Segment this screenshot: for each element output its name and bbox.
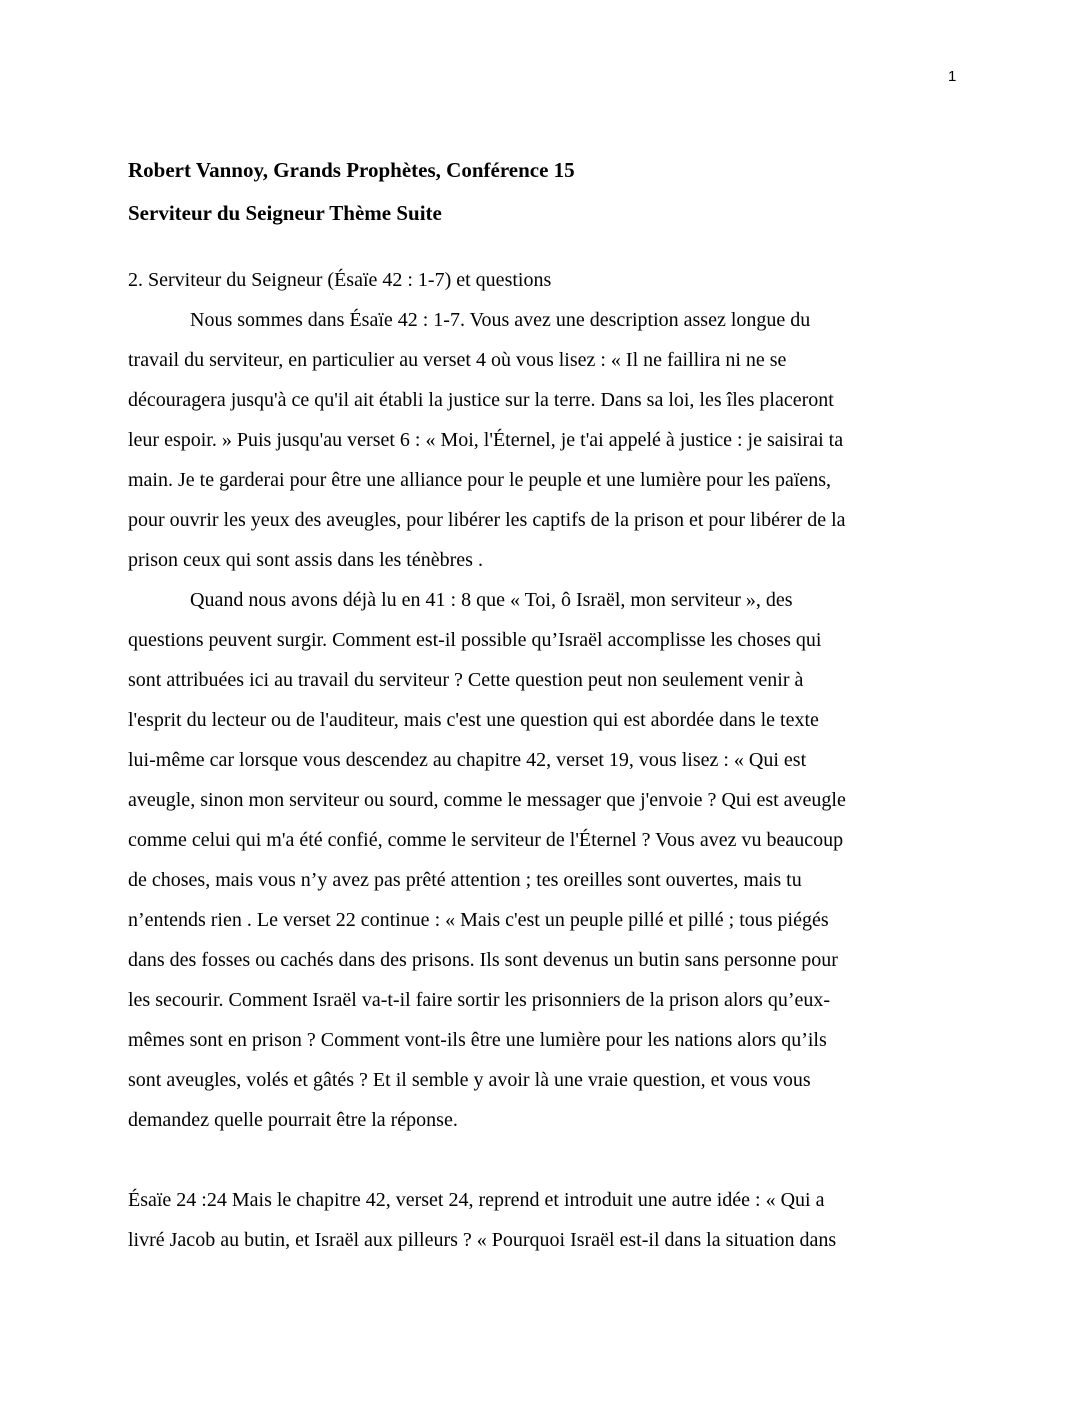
document-title: Robert Vannoy, Grands Prophètes, Conférence 15: [128, 158, 575, 182]
paragraph-line: pour ouvrir les yeux des aveugles, pour libérer les captifs de la prison et pour libérer de la: [128, 509, 846, 531]
paragraph-line: main. Je te garderai pour être une alliance pour le peuple et une lumière pour les païens,: [128, 469, 832, 491]
paragraph-line: l'esprit du lecteur ou de l'auditeur, mais c'est une question qui est abordée dans le texte: [128, 709, 819, 731]
paragraph-line: les secourir. Comment Israël va-t-il faire sortir les prisonniers de la prison alors qu’eux-: [128, 989, 831, 1011]
paragraph-line: lui-même car lorsque vous descendez au chapitre 42, verset 19, vous lisez : « Qui est: [128, 749, 807, 771]
paragraph-line: sont attribuées ici au travail du serviteur ? Cette question peut non seulement venir à: [128, 669, 804, 691]
paragraph-line: n’entends rien . Le verset 22 continue : « Mais c'est un peuple pillé et pillé ; tous piégés: [128, 909, 829, 931]
paragraph-line: Ésaïe 24 :24 Mais le chapitre 42, verset 24, reprend et introduit une autre idée : « Qui a: [128, 1189, 825, 1211]
paragraph-line: questions peuvent surgir. Comment est-il possible qu’Israël accomplisse les choses qui: [128, 629, 822, 651]
paragraph-line: travail du serviteur, en particulier au verset 4 où vous lisez : « Il ne faillira ni ne se: [128, 349, 787, 371]
paragraph-line: leur espoir. » Puis jusqu'au verset 6 : « Moi, l'Éternel, je t'ai appelé à justice : je saisirai ta: [128, 429, 844, 451]
paragraph-line: Nous sommes dans Ésaïe 42 : 1-7. Vous avez une description assez longue du: [190, 309, 811, 331]
paragraph-line: demandez quelle pourrait être la réponse.: [128, 1109, 458, 1131]
paragraph-line: de choses, mais vous n’y avez pas prêté attention ; tes oreilles sont ouvertes, mais tu: [128, 869, 802, 891]
paragraph-line: comme celui qui m'a été confié, comme le serviteur de l'Éternel ? Vous avez vu beaucoup: [128, 829, 844, 851]
paragraph-line: sont aveugles, volés et gâtés ? Et il semble y avoir là une vraie question, et vous vous: [128, 1069, 811, 1091]
paragraph-line: dans des fosses ou cachés dans des prisons. Ils sont devenus un butin sans personne pour: [128, 949, 838, 971]
paragraph-line: Quand nous avons déjà lu en 41 : 8 que « Toi, ô Israël, mon serviteur », des: [190, 589, 793, 611]
paragraph-line: aveugle, sinon mon serviteur ou sourd, comme le messager que j'envoie ? Qui est aveugle: [128, 789, 846, 811]
paragraph-line: livré Jacob au butin, et Israël aux pilleurs ? « Pourquoi Israël est-il dans la situation dans: [128, 1229, 837, 1251]
document-subtitle: Serviteur du Seigneur Thème Suite: [128, 201, 442, 225]
paragraph-line: découragera jusqu'à ce qu'il ait établi la justice sur la terre. Dans sa loi, les îles placeront: [128, 389, 834, 411]
section-heading: 2. Serviteur du Seigneur (Ésaïe 42 : 1-7) et questions: [128, 269, 552, 291]
paragraph-line: mêmes sont en prison ? Comment vont-ils être une lumière pour les nations alors qu’ils: [128, 1029, 827, 1051]
paragraph-line: prison ceux qui sont assis dans les ténèbres .: [128, 549, 483, 571]
page-number: 1: [948, 68, 957, 85]
